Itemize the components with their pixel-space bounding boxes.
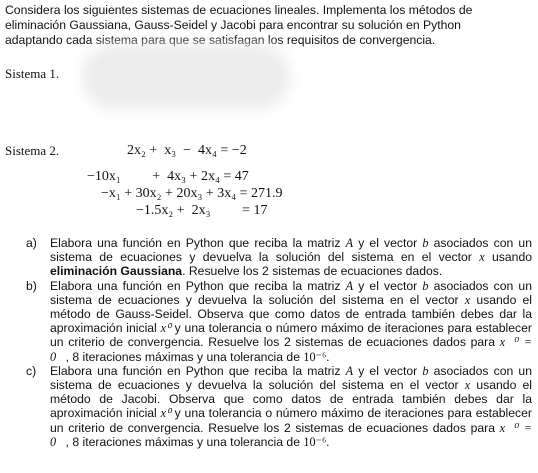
task-item-a xyxy=(26,236,532,279)
item-text: asociados con un sistema de ecuaciones y devuelva la solución del sistema en el vector xyxy=(50,363,532,393)
symbol-b: b xyxy=(422,236,429,250)
symbol-A: A xyxy=(345,278,354,293)
item-text: y el vector xyxy=(358,363,418,378)
symbol-x0: x⁰ xyxy=(160,406,171,421)
symbol-x0: x⁰ xyxy=(160,321,171,336)
symbol-x: x xyxy=(464,292,471,307)
item-text: Elabora una función en Python que reciba la matriz xyxy=(50,236,341,250)
item-text: Elabora una función en Python que reciba la matriz xyxy=(50,278,341,293)
equation-2: −10x₁ + 4x₃ + 2x₄ = 47 xyxy=(87,169,249,184)
item-text: usando el método de Jacobi. Observa que como datos de entrada también debes dar la aproximación inicial xyxy=(50,378,533,421)
item-text: y el vector xyxy=(358,278,418,293)
item-text: , 8 iteraciones máximas y una tolerancia de xyxy=(65,434,300,449)
item-marker: a) xyxy=(26,236,37,250)
redacted-region xyxy=(92,55,280,99)
tolerance-value: 10⁻⁶. xyxy=(303,349,330,364)
equation-4: −1.5x₂ + 2x₃ = 17 xyxy=(136,203,268,218)
item-marker: c) xyxy=(26,363,37,378)
system-2-label: Sistema 2. xyxy=(5,143,60,158)
item-text: y una tolerancia o número máximo de iteraciones para establecer un criterio de convergencia. Resuelve los 2 sistemas de ecuaciones dados para xyxy=(50,321,532,350)
intro-line-3: adaptando cada sistema para que se satisfagan los requisitos de convergencia. xyxy=(5,33,436,47)
task-item-b xyxy=(26,279,532,364)
task-list xyxy=(26,236,532,449)
symbol-A: A xyxy=(345,236,354,250)
symbol-x0-vector: x⃗⁰ = 0⃗ xyxy=(50,335,533,364)
item-text: asociados con un sistema de ecuaciones y devuelva la solución del sistema en el vector xyxy=(50,236,532,265)
symbol-A: A xyxy=(345,363,354,378)
item-marker: b) xyxy=(26,278,37,293)
symbol-x: x xyxy=(464,378,471,393)
item-body xyxy=(50,279,532,364)
item-text: y el vector xyxy=(358,236,418,250)
tolerance-value: 10⁻⁶. xyxy=(303,434,330,449)
symbol-x: x xyxy=(479,250,485,265)
item-text: asociados con un sistema de ecuaciones y devuelva la solución del sistema en el vector xyxy=(50,278,532,307)
item-body xyxy=(50,364,532,449)
item-text: . Resuelve los 2 sistemas de ecuaciones dados. xyxy=(182,264,443,279)
item-text: y una tolerancia o número máximo de iteraciones para establecer un criterio de convergencia. Resuelve los 2 sistemas de ecuaciones dados para xyxy=(50,406,532,435)
symbol-b: b xyxy=(422,363,429,378)
item-text: , 8 iteraciones máximas y una tolerancia de xyxy=(65,349,300,364)
intro-line-2: eliminación Gaussiana, Gauss-Seidel y Jacobi para encontrar su solución en Python xyxy=(5,18,461,32)
intro-paragraph xyxy=(5,3,531,48)
item-body xyxy=(50,236,532,279)
item-text: usando el método de Gauss-Seidel. Observa que como datos de entrada también debes dar la aproximación inicial xyxy=(50,292,533,336)
equation-3: −x₁ + 30x₂ + 20x₃ + 3x₄ = 271.9 xyxy=(101,186,283,201)
equation-1: 2x₂ + x₃ − 4x₄ = −2 xyxy=(127,143,247,158)
item-bold-text: eliminación Gaussiana xyxy=(50,264,183,279)
item-text: Elabora una función en Python que reciba la matriz xyxy=(50,363,341,378)
item-text: usando xyxy=(492,250,532,265)
task-item-c xyxy=(26,364,532,449)
symbol-x0-vector: x⃗⁰ = 0⃗ xyxy=(50,420,533,449)
system-1-label: Sistema 1. xyxy=(5,66,60,81)
intro-line-1: Considera los siguientes sistemas de ecuaciones lineales. Implementa los métodos de xyxy=(5,3,473,17)
symbol-b: b xyxy=(422,278,429,293)
